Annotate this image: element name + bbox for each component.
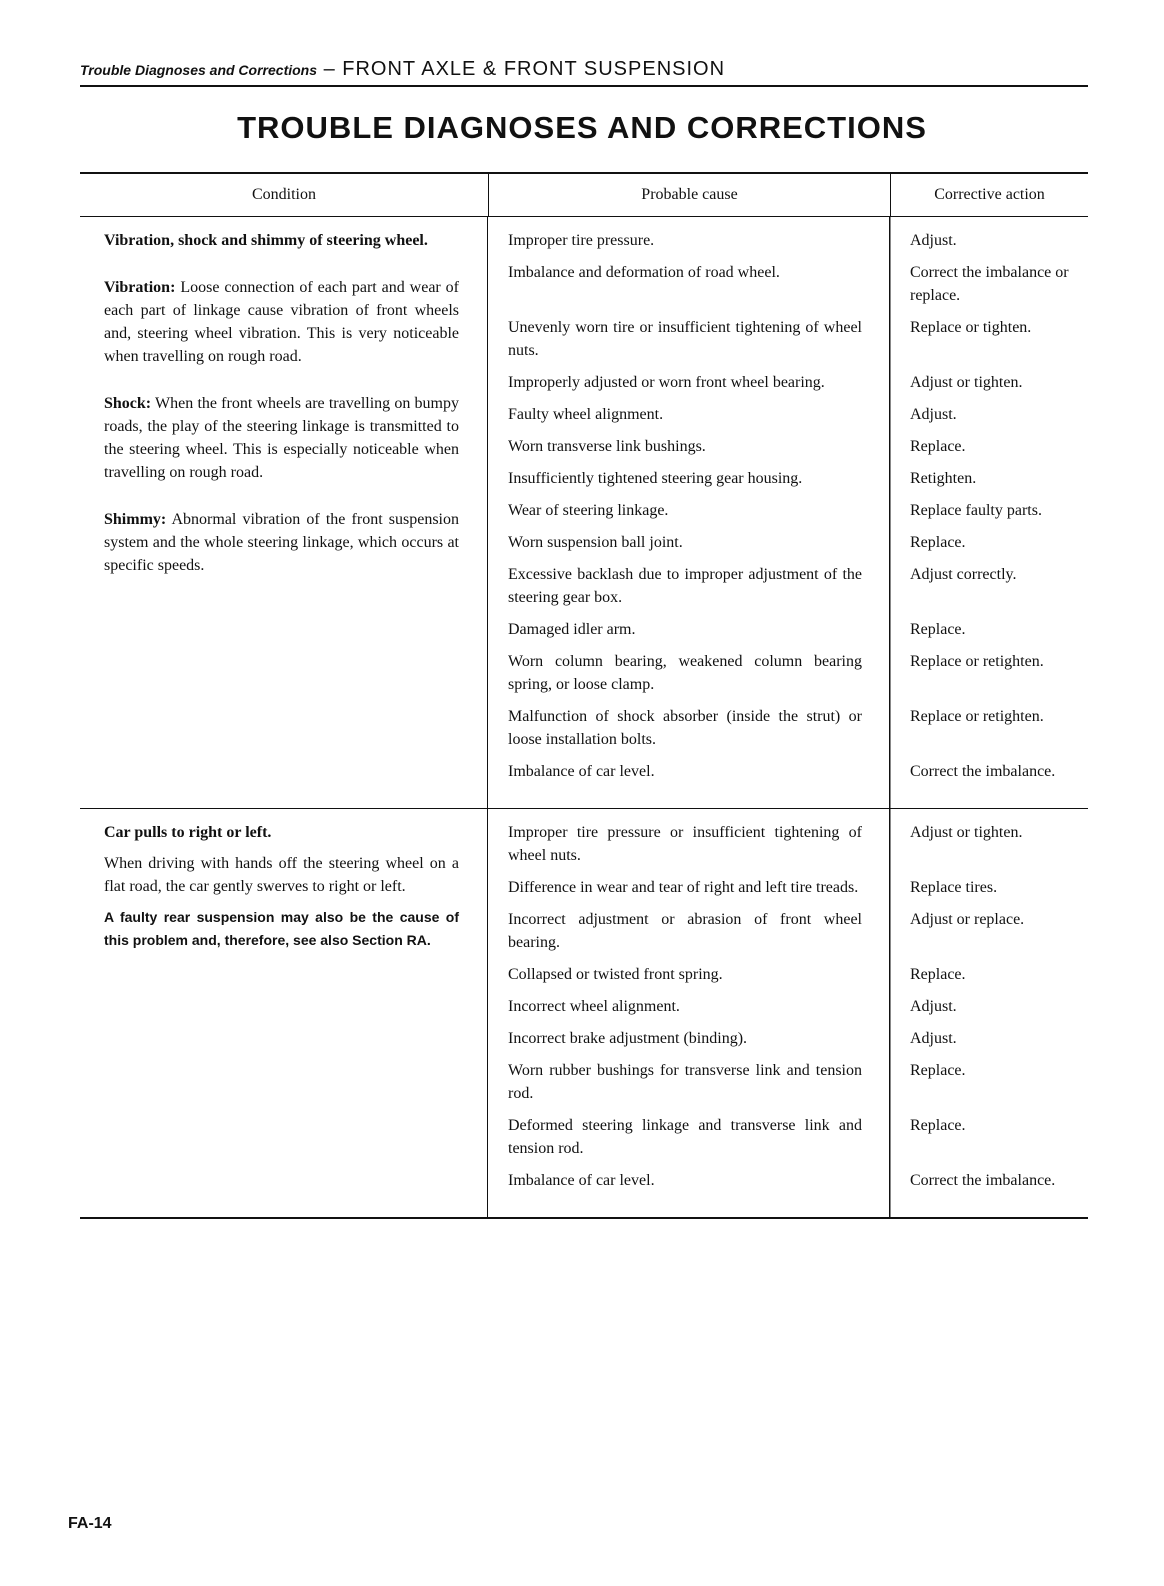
page-number: FA-14 — [68, 1515, 112, 1532]
corrective-action: Adjust or tighten. — [910, 374, 1023, 391]
condition-text: When driving with hands off the steering wheel on a flat road, the car gently swerves to right or left. — [104, 855, 459, 895]
header-section: Trouble Diagnoses and Corrections — [80, 62, 318, 78]
condition-paragraph — [104, 229, 459, 252]
corrective-action: Replace or retighten. — [910, 653, 1044, 670]
probable-cause: Insufficiently tightened steering gear housing. — [508, 470, 803, 487]
probable-cause: Excessive backlash due to improper adjustment of the steering gear box. — [508, 566, 862, 606]
probable-cause: Incorrect brake adjustment (binding). — [508, 1030, 748, 1047]
condition-text: Abnormal vibration of the front suspension system and the whole steering linkage, which occurs at specific speeds. — [104, 511, 459, 574]
corrective-action: Correct the imbalance or replace. — [910, 264, 1069, 304]
condition-heading: Shock: — [104, 395, 152, 412]
probable-cause: Worn suspension ball joint. — [508, 534, 683, 551]
table-row — [488, 821, 1088, 867]
table-row — [488, 563, 1088, 609]
table-row — [488, 618, 1088, 641]
condition-paragraph — [104, 821, 459, 844]
trouble-table — [80, 172, 1088, 1219]
table-row — [488, 705, 1088, 751]
running-header — [80, 58, 1088, 87]
table-row — [488, 876, 1088, 899]
table-row — [488, 229, 1088, 252]
probable-cause: Faulty wheel alignment. — [508, 406, 664, 423]
header-dash: – — [317, 58, 343, 80]
condition-heading: Vibration, shock and shimmy of steering wheel. — [104, 232, 428, 249]
probable-cause: Worn transverse link bushings. — [508, 438, 706, 455]
table-row — [488, 467, 1088, 490]
table-row — [488, 650, 1088, 696]
probable-cause: Unevenly worn tire or insufficient tightening of wheel nuts. — [508, 319, 862, 359]
table-row — [488, 1027, 1088, 1050]
probable-cause: Improperly adjusted or worn front wheel bearing. — [508, 374, 825, 391]
table-group — [80, 808, 1088, 1217]
corrective-action: Replace faulty parts. — [910, 502, 1042, 519]
probable-cause: Imbalance of car level. — [508, 1172, 655, 1189]
table-row — [488, 261, 1088, 307]
corrective-action: Replace. — [910, 1062, 966, 1079]
corrective-action: Replace. — [910, 438, 966, 455]
condition-paragraph — [104, 852, 459, 898]
corrective-action: Replace. — [910, 534, 966, 551]
table-row — [488, 1059, 1088, 1105]
corrective-action: Adjust. — [910, 232, 957, 249]
condition-cell — [80, 809, 487, 1217]
probable-cause: Incorrect adjustment or abrasion of front wheel bearing. — [508, 911, 862, 951]
corrective-action: Replace tires. — [910, 879, 998, 896]
page-title: TROUBLE DIAGNOSES AND CORRECTIONS — [237, 110, 927, 145]
condition-paragraph — [104, 508, 459, 577]
col-corrective-action: Corrective action — [890, 174, 1088, 216]
corrective-action: Correct the imbalance. — [910, 763, 1056, 780]
table-row — [488, 963, 1088, 986]
probable-cause: Improper tire pressure. — [508, 232, 655, 249]
corrective-action: Adjust. — [910, 1030, 957, 1047]
table-row — [488, 995, 1088, 1018]
probable-cause: Imbalance of car level. — [508, 763, 655, 780]
col-condition: Condition — [251, 186, 316, 203]
corrective-action: Adjust or replace. — [910, 911, 1025, 928]
probable-cause: Wear of steering linkage. — [508, 502, 669, 519]
col-probable-cause: Probable cause — [488, 174, 890, 216]
cause-action-list — [487, 809, 1088, 1217]
probable-cause: Worn column bearing, weakened column bearing spring, or loose clamp. — [508, 653, 862, 693]
table-row — [488, 1114, 1088, 1160]
table-group — [80, 217, 1088, 808]
condition-text: When the front wheels are travelling on bumpy roads, the play of the steering linkage is transmitted to the steering wheel. This is especially noticeable when travelling on rough road. — [104, 395, 459, 481]
corrective-action: Correct the imbalance. — [910, 1172, 1056, 1189]
table-row — [488, 435, 1088, 458]
probable-cause: Incorrect wheel alignment. — [508, 998, 680, 1015]
corrective-action: Adjust. — [910, 998, 957, 1015]
probable-cause: Worn rubber bushings for transverse link and tension rod. — [508, 1062, 862, 1102]
condition-cell — [80, 217, 487, 808]
table-row — [488, 499, 1088, 522]
probable-cause: Malfunction of shock absorber (inside the strut) or loose installation bolts. — [508, 708, 862, 748]
table-row — [488, 371, 1088, 394]
corrective-action: Replace. — [910, 1117, 966, 1134]
condition-paragraph — [104, 906, 459, 952]
header-chapter: FRONT AXLE & FRONT SUSPENSION — [342, 58, 726, 80]
table-header — [80, 174, 1088, 217]
condition-paragraph — [104, 392, 459, 484]
table-row — [488, 403, 1088, 426]
table-row — [488, 760, 1088, 783]
corrective-action: Adjust correctly. — [910, 566, 1017, 583]
probable-cause: Deformed steering linkage and transverse link and tension rod. — [508, 1117, 862, 1157]
table-row — [488, 531, 1088, 554]
corrective-action: Replace. — [910, 966, 966, 983]
corrective-action: Replace or tighten. — [910, 319, 1032, 336]
condition-heading: Car pulls to right or left. — [104, 824, 272, 841]
corrective-action: Retighten. — [910, 470, 977, 487]
condition-text: Loose connection of each part and wear of each part of linkage cause vibration of front wheels and, steering wheel vibration. This is very noticeable when travelling on rough road. — [104, 279, 459, 365]
corrective-action: Adjust. — [910, 406, 957, 423]
condition-paragraph — [104, 276, 459, 368]
probable-cause: Imbalance and deformation of road wheel. — [508, 264, 780, 281]
corrective-action: Replace or retighten. — [910, 708, 1044, 725]
probable-cause: Damaged idler arm. — [508, 621, 636, 638]
table-row — [488, 908, 1088, 954]
condition-heading: Vibration: — [104, 279, 176, 296]
probable-cause: Difference in wear and tear of right and left tire treads. — [508, 879, 859, 896]
corrective-action: Replace. — [910, 621, 966, 638]
condition-note: A faulty rear suspension may also be the cause of this problem and, therefore, see also Section RA. — [104, 909, 459, 948]
probable-cause: Improper tire pressure or insufficient tightening of wheel nuts. — [508, 824, 862, 864]
corrective-action: Adjust or tighten. — [910, 824, 1023, 841]
condition-heading: Shimmy: — [104, 511, 167, 528]
table-row — [488, 316, 1088, 362]
probable-cause: Collapsed or twisted front spring. — [508, 966, 723, 983]
cause-action-list — [487, 217, 1088, 808]
table-row — [488, 1169, 1088, 1192]
